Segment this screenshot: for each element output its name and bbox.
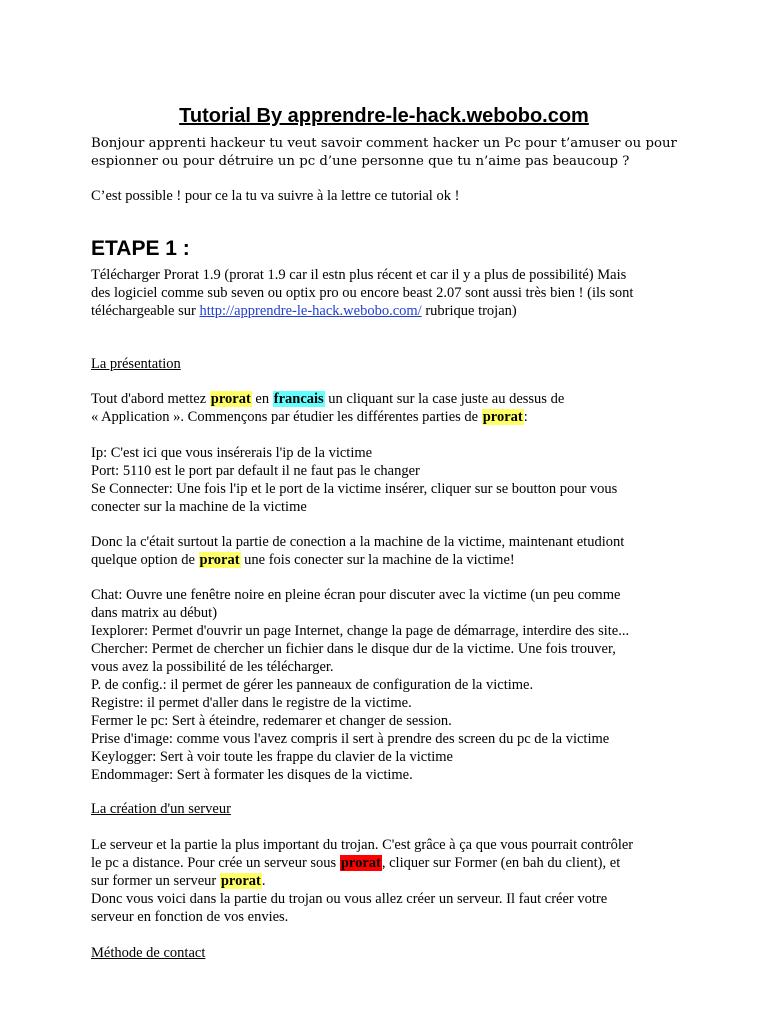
feature-line: Chat: Ouvre une fenêtre noire en pleine écran pour discuter avec la victime (un peu comme [91, 587, 621, 603]
download-text: rubrique trojan) [421, 303, 517, 319]
abord-text: un cliquant sur la case juste au dessus de [324, 391, 565, 407]
connect-line: conecter sur la machine de la victime [91, 499, 307, 515]
highlight-prorat: prorat [220, 873, 261, 889]
download-line [91, 302, 517, 320]
intro-paragraph [91, 135, 731, 171]
serveur-text: , cliquer sur Former (en bah du client), et [381, 855, 621, 871]
feature-line: vous avez la possibilité de les télécharger. [91, 659, 334, 675]
serveur-line [91, 872, 265, 890]
intro-line: Bonjour apprenti hackeur tu veut savoir comment hacker un Pc pour t’amuser ou pour [91, 136, 677, 151]
ip-line: Ip: C'est ici que vous insérerais l'ip de la victime [91, 445, 373, 461]
serveur-line: Le serveur et la partie la plus important du trojan. C'est grâce à ça que vous pourrait contrôler [91, 837, 634, 853]
site-link[interactable]: http://apprendre-le-hack.webobo.com/ [199, 303, 422, 319]
feature-line: dans matrix au début) [91, 605, 218, 621]
highlight-francais: francais [273, 391, 324, 407]
feature-line: Iexplorer: Permet d'ouvrir un page Internet, change la page de démarrage, interdire des site... [91, 623, 630, 639]
serveur-line: Donc vous voici dans la partie du trojan ou vous allez créer un serveur. Il faut créer votre [91, 891, 608, 907]
feature-line: Keylogger: Sert à voir toute les frappe du clavier de la victime [91, 749, 453, 765]
donc-line: Donc la c'était surtout la partie de conection a la machine de la victime, maintenant etudiont [91, 534, 625, 550]
donc-text: une fois conecter sur la machine de la victime! [240, 552, 515, 568]
feature-line: Registre: il permet d'aller dans le registre de la victime. [91, 695, 412, 711]
abord-text: : [523, 409, 528, 425]
highlight-prorat: prorat [199, 552, 240, 568]
possible-line: C’est possible ! pour ce la tu va suivre à la lettre ce tutorial ok ! [91, 188, 460, 204]
port-line: Port: 5110 est le port par default il ne faut pas le changer [91, 463, 420, 479]
feature-line: Endommager: Sert à formater les disques de la victime. [91, 767, 413, 783]
download-line: des logiciel comme sub seven ou optix pro ou encore beast 2.07 sont aussi très bien ! (ils sont [91, 285, 634, 301]
highlight-prorat: prorat [210, 391, 251, 407]
download-line: Télécharger Prorat 1.9 (prorat 1.9 car il estn plus récent et car il y a plus de possibilité) Mais [91, 267, 627, 283]
highlight-prorat-red: prorat [340, 855, 381, 871]
connect-line: Se Connecter: Une fois l'ip et le port de la victime insérer, cliquer sur se boutton pour vous [91, 481, 618, 497]
donc-text: quelque option de [91, 552, 199, 568]
page-title: Tutorial By apprendre-le-hack.webobo.com [179, 105, 589, 127]
serveur-text: le pc a distance. Pour crée un serveur sous [91, 855, 340, 871]
abord-line [91, 408, 528, 426]
donc-line [91, 551, 515, 569]
abord-text: « Application ». Commençons par étudier les différentes parties de [91, 409, 482, 425]
feature-line: Chercher: Permet de chercher un fichier dans le disque dur de la victime. Une fois trouver, [91, 641, 616, 657]
serveur-line [91, 854, 620, 872]
feature-line: P. de config.: il permet de gérer les panneaux de configuration de la victime. [91, 677, 534, 693]
intro-line: espionner ou pour détruire un pc d’une personne que tu n’aime pas beaucoup ? [91, 154, 630, 169]
section-heading-presentation: La présentation [91, 356, 181, 372]
section-heading-creation: La création d'un serveur [91, 801, 231, 817]
abord-text: Tout d'abord mettez [91, 391, 210, 407]
feature-line: Fermer le pc: Sert à éteindre, redemarer et changer de session. [91, 713, 452, 729]
section-heading-methode: Méthode de contact [91, 945, 206, 961]
abord-line [91, 390, 564, 408]
serveur-text: sur former un serveur [91, 873, 220, 889]
feature-line: Prise d'image: comme vous l'avez compris il sert à prendre des screen du pc de la victime [91, 731, 610, 747]
highlight-prorat: prorat [482, 409, 523, 425]
abord-text: en [251, 391, 273, 407]
download-text: téléchargeable sur [91, 303, 200, 319]
serveur-text: . [261, 873, 266, 889]
serveur-line: serveur en fonction de vos envies. [91, 909, 289, 925]
etape-heading: ETAPE 1 : [91, 237, 190, 260]
